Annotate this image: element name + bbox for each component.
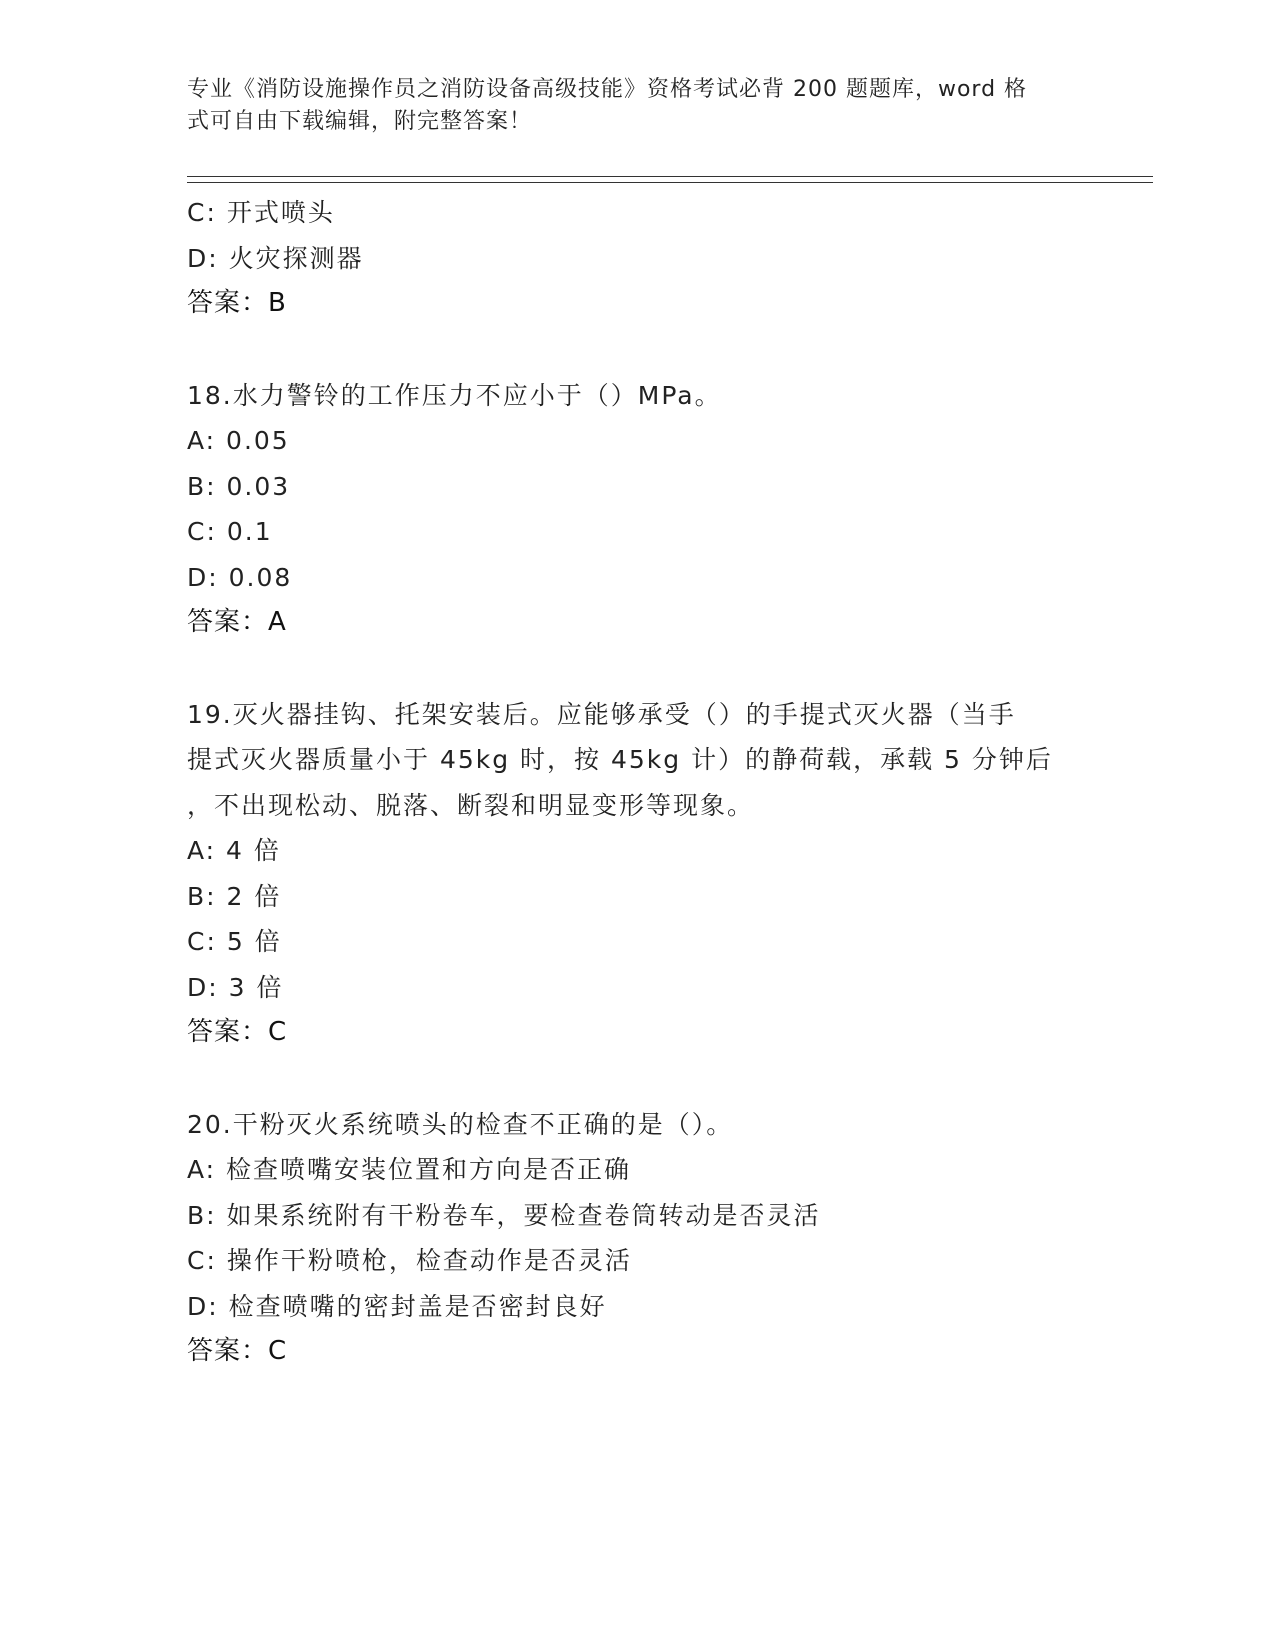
option-b: B: 如果系统附有干粉卷车，要检查卷筒转动是否灵活 [187,1200,821,1230]
option-d: D: 火灾探测器 [187,243,364,273]
answer-line: 答案：B [187,288,287,318]
answer-line: 答案：C [187,1336,288,1366]
option-d: D: 0.08 [187,562,293,592]
question-18 [187,373,1087,646]
option-c: C: 开式喷头 [187,198,335,227]
question-stem: 20.干粉灭火系统喷头的检查不正确的是（）。 [187,1109,734,1139]
question-stem-line-2: 提式灭火器质量小于 45kg 时，按 45kg 计）的静荷载，承载 5 分钟后 [187,745,1053,774]
answer-line: 答案：A [187,607,287,637]
question-stem: 18.水力警铃的工作压力不应小于（）MPa。 [187,380,722,410]
option-d: D: 3 倍 [187,972,284,1002]
header-line-2: 式可自由下载编辑，附完整答案！ [187,109,533,134]
answer-line: 答案：C [187,1017,288,1047]
option-c: C: 操作干粉喷枪，检查动作是否灵活 [187,1246,632,1275]
question-list [187,190,1087,1375]
header-divider-top [187,176,1153,177]
option-c: C: 5 倍 [187,927,282,956]
option-b: B: 0.03 [187,471,291,501]
document-header [187,74,1067,138]
header-divider-bottom [187,182,1153,183]
option-c: C: 0.1 [187,517,273,546]
option-b: B: 2 倍 [187,881,282,911]
option-d: D: 检查喷嘴的密封盖是否密封良好 [187,1291,607,1321]
option-a: A: 4 倍 [187,836,281,865]
option-a: A: 检查喷嘴安装位置和方向是否正确 [187,1155,632,1184]
question-20 [187,1102,1087,1375]
option-a: A: 0.05 [187,426,290,455]
question-17-tail [187,190,1087,327]
question-19 [187,692,1087,1056]
question-stem-line-1: 19.灭火器挂钩、托架安装后。应能够承受（）的手提式灭火器（当手 [187,699,1016,729]
question-stem-line-3: ，不出现松动、脱落、断裂和明显变形等现象。 [187,790,755,820]
header-line-1: 专业《消防设施操作员之消防设备高级技能》资格考试必背 200 题题库，word 格 [187,77,1028,102]
